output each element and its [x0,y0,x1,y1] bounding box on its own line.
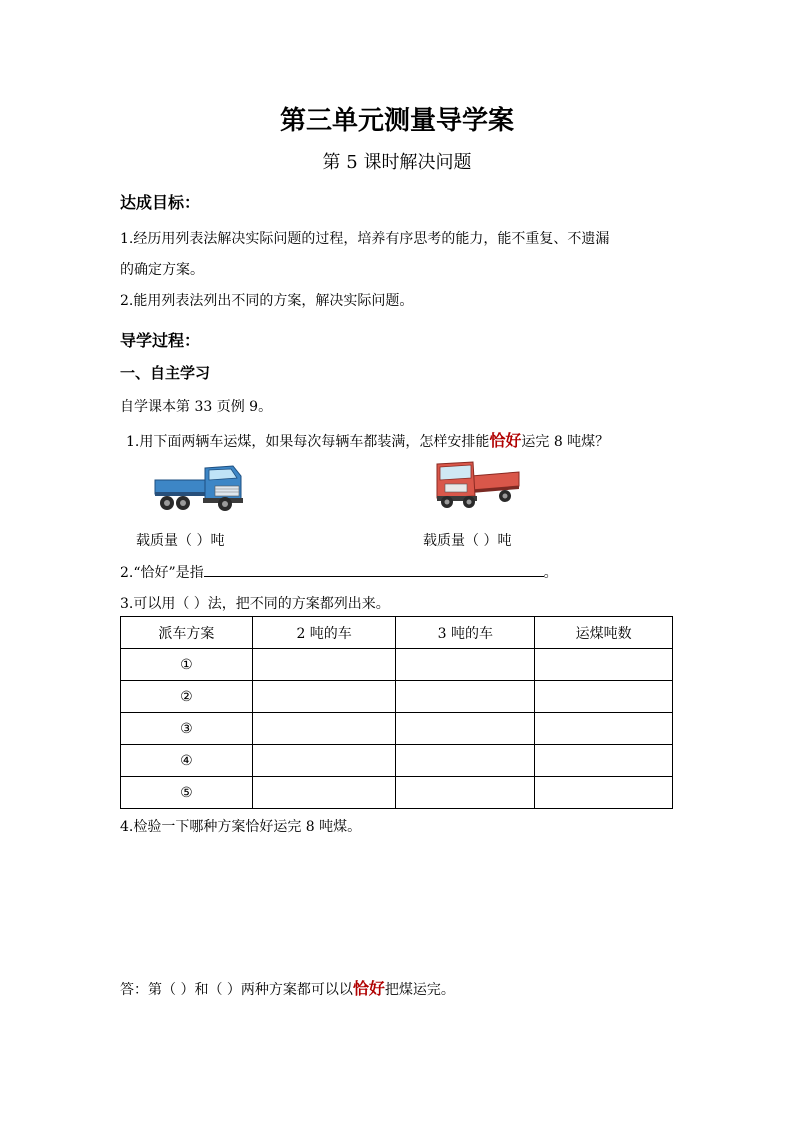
table-row [121,681,673,713]
question-1-text-before: 1.用下面两辆车运煤，如果每次每辆车都装满，怎样安排能 [126,434,490,450]
table-row [121,745,673,777]
answer-highlight: 恰好 [352,979,385,998]
goal-item-1-line-2: 的确定方案。 [120,262,204,278]
table-cell[interactable] [396,777,535,809]
page-title: 第三单元测量导学案 [279,106,514,136]
table-cell[interactable] [535,681,673,713]
table-row [121,777,673,809]
table-cell[interactable] [535,777,673,809]
table-header-cell: 运煤吨数 [535,617,673,649]
table-cell[interactable] [252,681,396,713]
plan-number-cell: ④ [121,745,253,777]
goal-item-2: 2.能用列表法列出不同的方案，解决实际问题。 [120,293,414,309]
goals-heading: 达成目标： [120,193,201,212]
question-1-text-after: 运完 8 吨煤？ [521,434,610,450]
study-intro: 自学课本第 33 页例 9。 [120,399,273,415]
plan-number-cell: ② [121,681,253,713]
table-header-row [121,617,673,649]
table-cell[interactable] [396,681,535,713]
question-1 [126,428,609,451]
question-2-text: 2.“恰好”是指 [120,565,204,581]
question-1-highlight: 恰好 [489,431,522,450]
table-header-cell: 派车方案 [121,617,253,649]
table-cell[interactable] [252,777,396,809]
plan-number-cell: ③ [121,713,253,745]
answer-text-after: 把煤运完。 [384,982,455,998]
page-subtitle: 第 5 课时解决问题 [322,152,472,173]
table-cell[interactable] [535,649,673,681]
question-2-end: 。 [543,565,558,581]
answer-line [120,976,455,999]
question-3: 3.可以用（ ）法，把不同的方案都列出来。 [120,596,390,612]
table-cell[interactable] [396,713,535,745]
truck-right-capacity: 载质量（ ）吨 [423,533,512,549]
blue-truck-image [153,458,245,514]
plan-number-cell: ⑤ [121,777,253,809]
truck-left-capacity: 载质量（ ）吨 [136,533,225,549]
table-cell[interactable] [535,713,673,745]
question-2 [120,562,558,582]
table-row [121,713,673,745]
plan-table [120,616,673,809]
question-4: 4.检验一下哪种方案恰好运完 8 吨煤。 [120,819,362,835]
goal-item-1-line-1: 1.经历用列表法解决实际问题的过程，培养有序思考的能力，能不重复、不遗漏 [120,231,610,247]
answer-text-before: 答：第（ ）和（ ）两种方案都可以以 [120,982,353,998]
table-header-cell: 3 吨的车 [396,617,535,649]
table-cell[interactable] [252,649,396,681]
table-header-cell: 2 吨的车 [252,617,396,649]
table-cell[interactable] [252,713,396,745]
question-2-answer-blank[interactable] [204,562,544,577]
red-truck-image [433,458,521,510]
plan-number-cell: ① [121,649,253,681]
table-cell[interactable] [252,745,396,777]
table-row [121,649,673,681]
process-heading: 导学过程： [120,331,201,350]
section-self-study: 一、自主学习 [120,364,211,382]
table-cell[interactable] [535,745,673,777]
table-cell[interactable] [396,649,535,681]
table-cell[interactable] [396,745,535,777]
